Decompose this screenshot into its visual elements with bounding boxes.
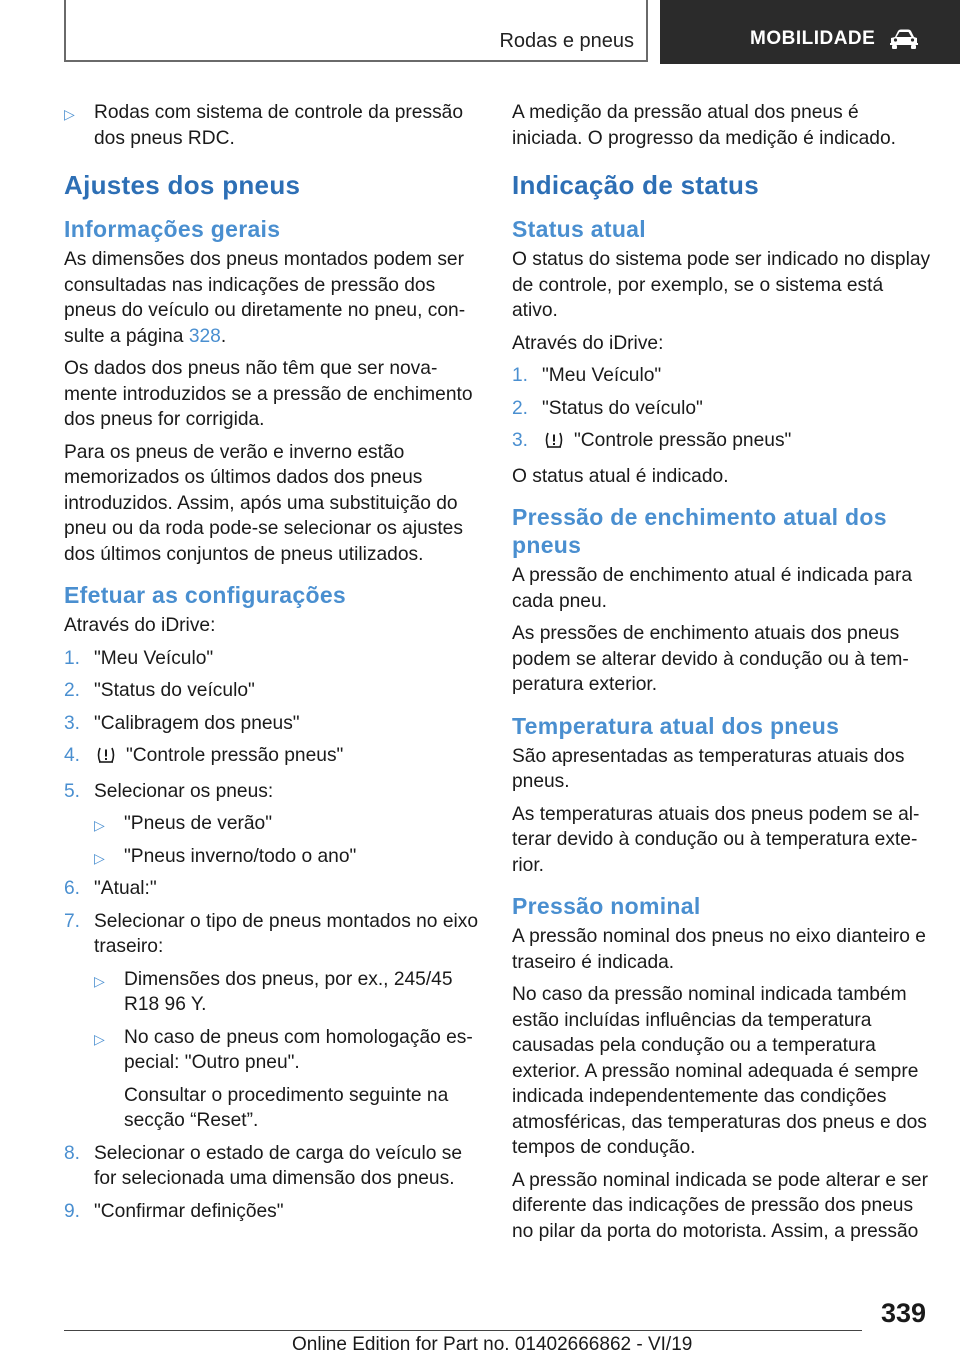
triangle-bullet-icon: ▷ (94, 972, 105, 989)
step-text: Selecionar os pneus: (94, 780, 274, 802)
step-number: 7. (64, 910, 81, 932)
step-text: "Atual:" (94, 878, 157, 899)
heading-status-display: Indicação de status (512, 170, 759, 200)
triangle-bullet-icon: ▷ (64, 106, 75, 122)
sub-list-item (94, 967, 478, 1018)
paragraph-text: As dimensões dos pneus montados podem ser consultadas nas indicações de pressão dos pneus do veículo ou diretamente no pneu, consulte a página (64, 249, 466, 347)
paragraph: No caso da pressão nominal indicada também estão incluídas influências da temperatura causadas pela condução ou a temperatura exterior. A pressão nominal adequada é sempre indicada independentemente das condições atmosféricas, das temperaturas dos pneus e dos tempos de condução. (512, 984, 927, 1158)
right-column (512, 100, 932, 1251)
edition-text: Online Edition for Part no. 01402666862 - VI/19 (292, 1334, 693, 1355)
list-item (512, 396, 932, 422)
sub-item-continuation: Consultar o procedimento seguinte na secção “Reset”. (124, 1084, 449, 1131)
page-link[interactable]: 328 (188, 325, 221, 347)
step-number: 9. (64, 1200, 81, 1222)
step-text: "Controle pressão pneus" (126, 745, 344, 766)
list-item (512, 363, 932, 389)
list-item (64, 646, 478, 672)
list-item (64, 678, 478, 704)
step-number: 8. (64, 1142, 81, 1164)
paragraph: A pressão nominal indicada se pode alterar e ser diferente das indicações de pressão dos pneus no pilar da porta do motorista. Assim, a pressão (512, 1169, 928, 1242)
step-text: "Status do veículo" (542, 397, 703, 419)
heading-current-pressure: Pressão de enchimento atual dos pneus (512, 504, 887, 558)
list-item (64, 711, 478, 737)
list-item (64, 779, 478, 805)
step-text: "Meu Veículo" (542, 365, 662, 386)
paragraph: As temperaturas atuais dos pneus podem se alterar devido à condução ou à temperatura exterior. (512, 803, 920, 876)
paragraph: Através do iDrive: (64, 615, 216, 636)
paragraph: Os dados dos pneus não têm que ser novamente introduzidos se a pressão de enchimento dos pneus for corrigida. (64, 358, 473, 430)
list-item (512, 428, 932, 457)
step-number: 1. (64, 647, 81, 669)
step-text: Selecionar o tipo de pneus montados no eixo traseiro: (94, 910, 479, 957)
sub-item-text: "Pneus inverno/todo o ano" (124, 845, 357, 867)
paragraph: Através do iDrive: (512, 332, 664, 354)
heading-tire-settings: Ajustes dos pneus (64, 170, 301, 200)
sub-item-text: Dimensões dos pneus, por ex., 245/45 R18 96 Y. (124, 968, 453, 1015)
heading-nominal-pressure: Pressão nominal (512, 893, 701, 919)
paragraph: O status do sistema pode ser indicado no display de controle, por exemplo, se o sistema está ativo. (512, 249, 931, 321)
triangle-bullet-icon: ▷ (94, 1030, 105, 1047)
category-tab (660, 0, 960, 64)
step-text: "Controle pressão pneus" (574, 430, 792, 451)
bullet-item (64, 100, 478, 151)
list-item (64, 909, 478, 960)
step-text: "Meu Veículo" (94, 647, 214, 669)
triangle-bullet-icon: ▷ (94, 817, 105, 833)
paragraph: A pressão nominal dos pneus no eixo dianteiro e traseiro é indicada. (512, 926, 926, 973)
step-number: 3. (512, 430, 529, 451)
left-column (64, 100, 478, 1231)
list-item (64, 1199, 478, 1225)
paragraph: Para os pneus de verão e inverno estão memorizados os últimos dados dos pneus introduzidos. Assim, após uma substituição do pneu ou da roda pode-se selecionar os ajustes dos últimos conjuntos de pneus utilizados. (64, 441, 463, 565)
sub-list (94, 811, 478, 869)
step-number: 3. (64, 712, 81, 734)
page-header (0, 0, 960, 66)
step-number: 5. (64, 780, 81, 802)
section-title: Rodas e pneus (499, 30, 634, 52)
heading-current-temperature: Temperatura atual dos pneus (512, 712, 840, 739)
paragraph: A pressão de enchimento atual é indicada para cada pneu. (512, 565, 913, 612)
triangle-bullet-icon: ▷ (94, 849, 105, 866)
heading-general-info: Informações gerais (64, 216, 281, 242)
step-number: 2. (64, 680, 81, 701)
step-number: 1. (512, 365, 529, 386)
paragraph: São apresentadas as temperaturas atuais dos pneus. (512, 745, 905, 792)
step-number: 4. (64, 745, 81, 766)
list-item (64, 743, 478, 772)
step-number: 2. (512, 397, 529, 419)
sub-item-text: "Pneus de verão" (124, 813, 273, 834)
sub-list-item (94, 844, 478, 870)
sub-list (94, 967, 478, 1134)
paragraph (64, 247, 478, 349)
step-text: "Confirmar definições" (94, 1200, 284, 1222)
paragraph-text: . (220, 325, 227, 347)
sub-item-text: No caso de pneus com homologação especial: "Outro pneu". (124, 1026, 473, 1073)
step-text: Selecionar o estado de carga do veículo se for selecionada uma dimensão dos pneus. (94, 1142, 463, 1189)
page-number: 339 (880, 1298, 926, 1328)
heading-configure: Efetuar as configurações (64, 582, 347, 608)
tire-pressure-warning-icon (96, 746, 116, 772)
step-text: "Status do veículo" (94, 680, 255, 701)
step-text: "Calibragem dos pneus" (94, 712, 300, 734)
category-label: MOBILIDADE (750, 28, 876, 49)
sub-list-item (94, 811, 478, 837)
tire-pressure-warning-icon (544, 431, 564, 457)
list-item (64, 876, 478, 902)
car-icon (888, 28, 920, 55)
list-item (64, 1141, 478, 1192)
heading-current-status: Status atual (512, 216, 646, 242)
step-number: 6. (64, 878, 81, 899)
paragraph: As pressões de enchimento atuais dos pneus podem se alterar devido à condução ou à temperatura exterior. (512, 623, 909, 695)
sub-list-item (94, 1025, 478, 1076)
paragraph: O status atual é indicado. (512, 465, 729, 487)
paragraph: A medição da pressão atual dos pneus é iniciada. O progresso da medição é indicado. (512, 102, 896, 149)
bullet-text: Rodas com sistema de controle da pressão dos pneus RDC. (94, 102, 464, 149)
footer-divider (64, 1330, 862, 1331)
